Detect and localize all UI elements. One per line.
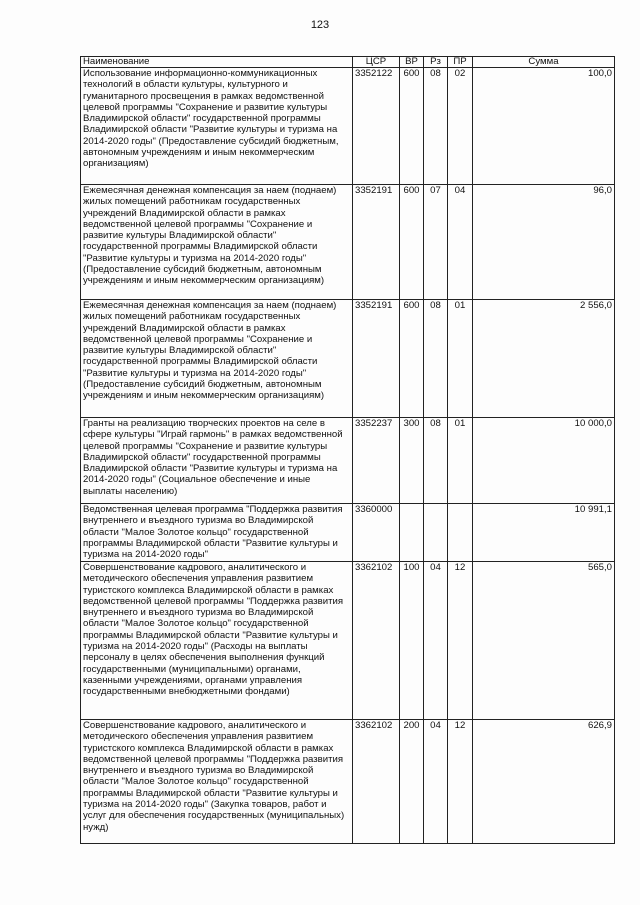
row-rz: 07	[424, 185, 448, 300]
row-rz	[424, 504, 448, 562]
row-csr: 3352122	[353, 68, 400, 185]
header-pr: ПР	[448, 57, 473, 68]
table-header-row	[81, 57, 615, 68]
row-vr: 600	[400, 185, 424, 300]
row-pr: 04	[448, 185, 473, 300]
row-vr: 600	[400, 68, 424, 185]
table-row	[81, 68, 615, 185]
table-row	[81, 504, 615, 562]
row-rz: 04	[424, 562, 448, 720]
row-pr: 12	[448, 720, 473, 844]
row-rz: 08	[424, 68, 448, 185]
row-vr	[400, 504, 424, 562]
row-pr	[448, 504, 473, 562]
row-vr: 200	[400, 720, 424, 844]
budget-table	[80, 56, 615, 844]
header-csr: ЦСР	[353, 57, 400, 68]
header-vr: ВР	[400, 57, 424, 68]
row-name: Ежемесячная денежная компенсация за наем (поднаем) жилых помещений работникам государственных учреждений Владимирской области в рамках ведомственной целевой программы "Сохранение и развитие культуры Владимирской области" государственной программы Владимирской области "Развитие культуры и туризма на 2014-2020 годы" (Предоставление субсидий бюджетным, автономным учреждениям и иным некоммерческим организациям)	[81, 300, 353, 418]
row-sum: 10 991,1	[473, 504, 615, 562]
row-sum: 10 000,0	[473, 418, 615, 504]
row-csr: 3362102	[353, 562, 400, 720]
row-sum: 96,0	[473, 185, 615, 300]
row-name: Совершенствование кадрового, аналитического и методического обеспечения управления развитием туристского комплекса Владимирской области в рамках ведомственной целевой программы "Поддержка развития внутреннего и въездного туризма во Владимирской области "Малое Золотое кольцо" государственной программы Владимирской области "Развитие культуры и туризма на 2014-2020 годы" (Закупка товаров, работ и услуг для обеспечения государственных (муниципальных) нужд)	[81, 720, 353, 844]
row-pr: 01	[448, 300, 473, 418]
row-sum: 626,9	[473, 720, 615, 844]
row-pr: 12	[448, 562, 473, 720]
row-sum: 565,0	[473, 562, 615, 720]
row-csr: 3362102	[353, 720, 400, 844]
row-csr: 3352191	[353, 185, 400, 300]
row-sum: 2 556,0	[473, 300, 615, 418]
table-row	[81, 300, 615, 418]
row-rz: 04	[424, 720, 448, 844]
row-pr: 01	[448, 418, 473, 504]
row-csr: 3360000	[353, 504, 400, 562]
row-rz: 08	[424, 300, 448, 418]
header-sum: Сумма	[473, 57, 615, 68]
page-number: 123	[310, 19, 330, 31]
row-name: Ведомственная целевая программа "Поддержка развития внутреннего и въездного туризма во Владимирской области "Малое Золотое кольцо" государственной программы Владимирской области "Развитие культуры и туризма на 2014-2020 годы"	[81, 504, 353, 562]
table-row	[81, 185, 615, 300]
row-vr: 600	[400, 300, 424, 418]
table-row	[81, 418, 615, 504]
row-name: Гранты на реализацию творческих проектов на селе в сфере культуры "Играй гармонь" в рамках ведомственной целевой программы "Сохранение и развитие культуры Владимирской области" государственной программы Владимирской области "Развитие культуры и туризма на 2014-2020 годы" (Социальное обеспечение и иные выплаты населению)	[81, 418, 353, 504]
header-rz: Рз	[424, 57, 448, 68]
row-vr: 300	[400, 418, 424, 504]
row-vr: 100	[400, 562, 424, 720]
row-name: Использование информационно-коммуникационных технологий в области культуры, культурного и гуманитарного просвещения в рамках ведомственной целевой программы "Сохранение и развитие культуры Владимирской области" государственной программы Владимирской области "Развитие культуры и туризма на 2014-2020 годы" (Предоставление субсидий бюджетным, автономным учреждениям и иным некоммерческим организациям)	[81, 68, 353, 185]
row-pr: 02	[448, 68, 473, 185]
row-name: Ежемесячная денежная компенсация за наем (поднаем) жилых помещений работникам государственных учреждений Владимирской области в рамках ведомственной целевой программы "Сохранение и развитие культуры Владимирской области" государственной программы Владимирской области "Развитие культуры и туризма на 2014-2020 годы" (Предоставление субсидий бюджетным, автономным учреждениям и иным некоммерческим организациям)	[81, 185, 353, 300]
row-rz: 08	[424, 418, 448, 504]
row-csr: 3352237	[353, 418, 400, 504]
table-row	[81, 720, 615, 844]
header-name: Наименование	[81, 57, 353, 68]
row-sum: 100,0	[473, 68, 615, 185]
row-csr: 3352191	[353, 300, 400, 418]
table-row	[81, 562, 615, 720]
row-name: Совершенствование кадрового, аналитического и методического обеспечения управления развитием туристского комплекса Владимирской области в рамках ведомственной целевой программы "Поддержка развития внутреннего и въездного туризма во Владимирской области "Малое Золотое кольцо" государственной программы Владимирской области "Развитие культуры и туризма на 2014-2020 годы" (Расходы на выплаты персоналу в целях обеспечения выполнения функций государственными (муниципальными) органами, казенными учреждениями, органами управления государственными внебюджетными фондами)	[81, 562, 353, 720]
